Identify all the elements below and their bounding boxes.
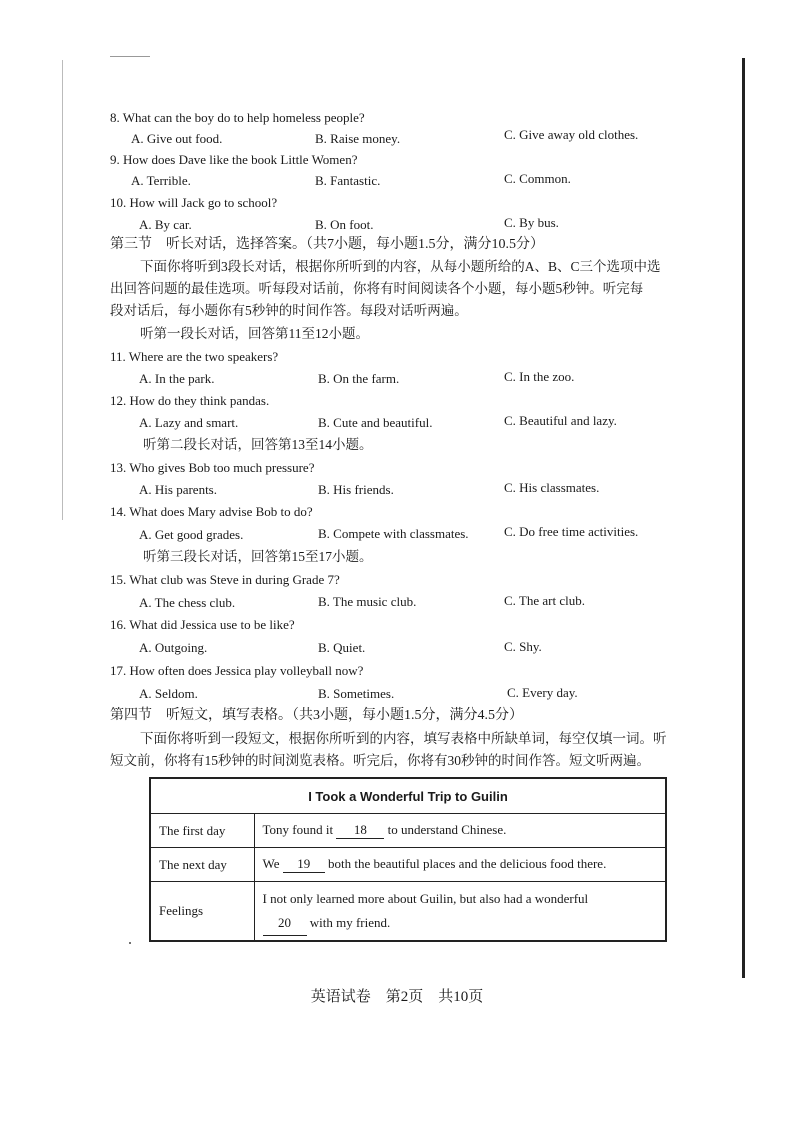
dialogue-2-note: 听第二段长对话，回答第13至14小题。 xyxy=(143,437,373,452)
blank-19[interactable]: 19 xyxy=(283,856,325,873)
question-9: 9. How does Dave like the book Little Women? xyxy=(110,152,358,167)
row-next-day-label: The next day xyxy=(150,848,254,882)
q12-option-c: C. Beautiful and lazy. xyxy=(504,413,617,428)
blank-18[interactable]: 18 xyxy=(336,822,384,839)
scan-dot xyxy=(129,942,131,944)
section4-instruction-1: 下面你将听到一段短文，根据你所听到的内容，填写表格中所缺单词，每空仅填一词。听 xyxy=(140,731,667,746)
q14-option-a: A. Get good grades. xyxy=(139,527,244,542)
row1-text-post: to understand Chinese. xyxy=(384,822,507,837)
row-first-day-label: The first day xyxy=(150,814,254,848)
section4-instruction-2: 短文前，你将有15秒钟的时间浏览表格。听完后，你将有30秒钟的时间作答。短文听两遍。 xyxy=(110,753,650,768)
q11-option-b: B. On the farm. xyxy=(318,371,400,386)
table-title: I Took a Wonderful Trip to Guilin xyxy=(150,778,666,814)
q15-option-c: C. The art club. xyxy=(504,593,585,608)
question-17: 17. How often does Jessica play volleyball now? xyxy=(110,663,364,678)
scan-edge-left xyxy=(62,60,63,520)
fill-in-table xyxy=(149,777,667,942)
q17-option-a: A. Seldom. xyxy=(139,686,198,701)
q9-option-c: C. Common. xyxy=(504,171,571,186)
q9-option-a: A. Terrible. xyxy=(131,173,191,188)
q14-option-c: C. Do free time activities. xyxy=(504,524,639,539)
q9-option-b: B. Fantastic. xyxy=(315,173,381,188)
q10-option-b: B. On foot. xyxy=(315,217,374,232)
dialogue-1-note: 听第一段长对话，回答第11至12小题。 xyxy=(140,326,369,341)
scan-edge-right xyxy=(742,58,745,978)
q17-option-c: C. Every day. xyxy=(507,685,578,700)
row3-text-post: with my friend. xyxy=(306,914,391,930)
row-first-day-content xyxy=(254,814,666,848)
q17-option-b: B. Sometimes. xyxy=(318,686,395,701)
q13-option-c: C. His classmates. xyxy=(504,480,600,495)
q14-option-b: B. Compete with classmates. xyxy=(318,526,469,541)
question-11: 11. Where are the two speakers? xyxy=(110,349,279,364)
row-feelings-content xyxy=(254,882,666,942)
page-footer: 英语试卷 第2页 共10页 xyxy=(310,989,484,1005)
section4-heading: 第四节 听短文，填写表格。（共3小题，每小题1.5分，满分4.5分） xyxy=(110,708,523,723)
q13-option-a: A. His parents. xyxy=(139,482,217,497)
question-10: 10. How will Jack go to school? xyxy=(110,195,278,210)
blank-20[interactable]: 20 xyxy=(263,911,307,936)
q10-option-c: C. By bus. xyxy=(504,215,559,230)
section3-heading: 第三节 听长对话，选择答案。（共7小题，每小题1.5分，满分10.5分） xyxy=(110,237,544,252)
row-feelings-label: Feelings xyxy=(150,882,254,942)
q10-option-a: A. By car. xyxy=(139,217,192,232)
q16-option-a: A. Outgoing. xyxy=(139,640,208,655)
section3-instruction-3: 段对话后，每小题你有5秒钟的时间作答。每段对话听两遍。 xyxy=(110,303,468,318)
q11-option-c: C. In the zoo. xyxy=(504,369,575,384)
q11-option-a: A. In the park. xyxy=(139,371,215,386)
question-8: 8. What can the boy do to help homeless people? xyxy=(110,110,365,125)
row2-text-post: both the beautiful places and the delicious food there. xyxy=(324,856,607,871)
q13-option-b: B. His friends. xyxy=(318,482,394,497)
question-16: 16. What did Jessica use to be like? xyxy=(110,617,295,632)
dialogue-3-note: 听第三段长对话，回答第15至17小题。 xyxy=(143,549,373,564)
row3-text-line1: I not only learned more about Guilin, but also had a wonderful xyxy=(262,890,589,906)
q8-option-c: C. Give away old clothes. xyxy=(504,127,639,142)
section3-instruction-2: 出回答问题的最佳选项。听每段对话前，你将有时间阅读各个小题，每小题5秒钟。听完每 xyxy=(110,281,644,296)
q8-option-b: B. Raise money. xyxy=(315,131,401,146)
q15-option-b: B. The music club. xyxy=(318,594,417,609)
q16-option-b: B. Quiet. xyxy=(318,640,366,655)
q16-option-c: C. Shy. xyxy=(504,639,542,654)
row2-text-pre: We xyxy=(262,856,283,871)
q15-option-a: A. The chess club. xyxy=(139,595,236,610)
q8-option-a: A. Give out food. xyxy=(131,131,223,146)
scan-mark-top xyxy=(110,56,150,57)
question-13: 13. Who gives Bob too much pressure? xyxy=(110,460,315,475)
question-14: 14. What does Mary advise Bob to do? xyxy=(110,504,313,519)
row-next-day-content xyxy=(254,848,666,882)
q12-option-b: B. Cute and beautiful. xyxy=(318,415,433,430)
row1-text-pre: Tony found it xyxy=(262,822,337,837)
section3-instruction-1: 下面你将听到3段长对话，根据你所听到的内容，从每小题所给的A、B、C三个选项中选 xyxy=(140,259,661,274)
q12-option-a: A. Lazy and smart. xyxy=(139,415,239,430)
question-12: 12. How do they think pandas. xyxy=(110,393,270,408)
question-15: 15. What club was Steve in during Grade 7? xyxy=(110,572,340,587)
